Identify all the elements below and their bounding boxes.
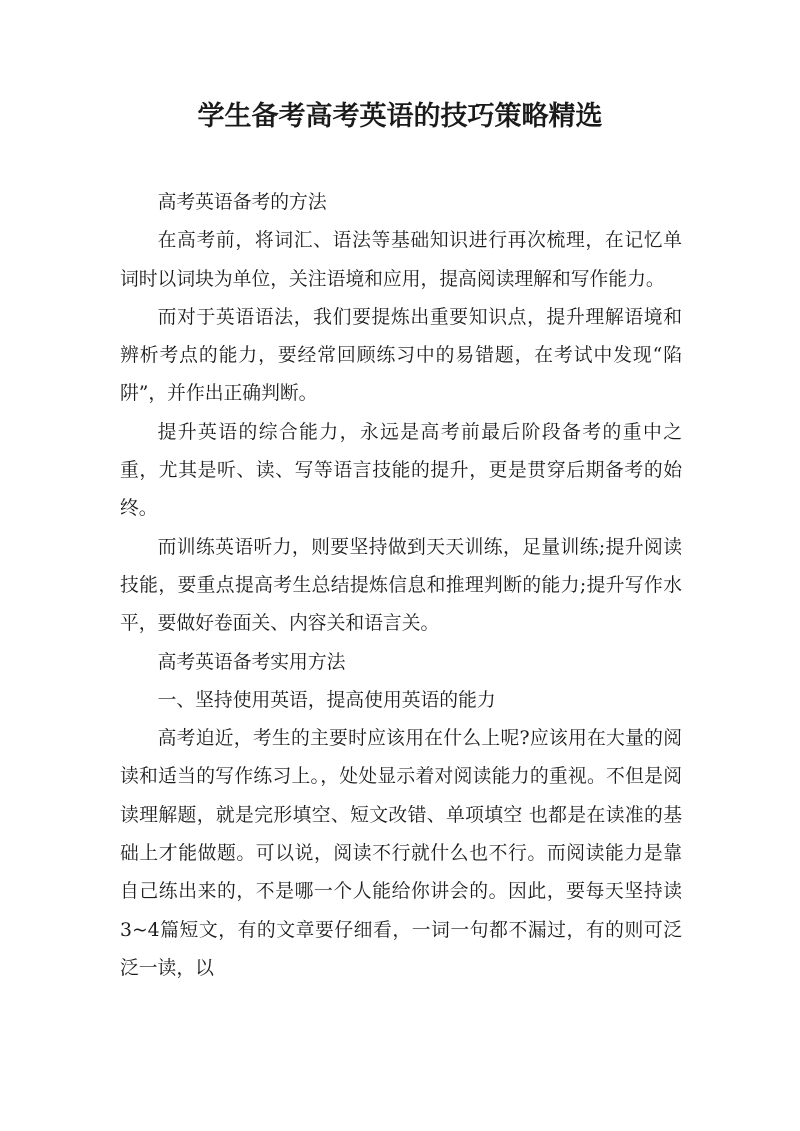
- paragraph: 提升英语的综合能力，永远是高考前最后阶段备考的重中之重，尤其是听、读、写等语言技能的提升，更是贯穿后期备考的始终。: [120, 421, 682, 520]
- paragraph: 而对于英语语法，我们要提炼出重要知识点，提升理解语境和辨析考点的能力，要经常回顾练习中的易错题，在考试中发现“陷阱”，并作出正确判断。: [120, 306, 682, 405]
- paragraph: 高考迫近，考生的主要时应该用在什么上呢?应该用在大量的阅读和适当的写作练习上。，处处显示着对阅读能力的重视。不但是阅读理解题，就是完形填空、短文改错、单项填空 也都是在读准的基础上才能做题。可以说，阅读不行就什么也不行。而阅读能力是靠自己练出来的，不是哪一个人能给你讲会的。因此，要每天坚持读3~4篇短文，有的文章要仔细看，一词一句都不漏过，有的则可泛泛一读，以: [120, 728, 682, 979]
- document-title: 学生备考高考英语的技巧策略精选: [197, 101, 603, 132]
- paragraph: 而训练英语听力，则要坚持做到天天训练，足量训练;提升阅读技能，要重点提高考生总结提炼信息和推理判断的能力;提升写作水平，要做好卷面关、内容关和语言关。: [120, 536, 682, 635]
- paragraph: 在高考前，将词汇、语法等基础知识进行再次梳理，在记忆单词时以词块为单位，关注语境和应用，提高阅读理解和写作能力。: [120, 230, 682, 290]
- section-heading-practical-methods: 高考英语备考实用方法: [157, 651, 346, 673]
- document-body: [120, 184, 682, 988]
- section-heading-methods: 高考英语备考的方法: [157, 192, 327, 213]
- subsection-heading: 一、坚持使用英语，提高使用英语的能力: [157, 689, 496, 711]
